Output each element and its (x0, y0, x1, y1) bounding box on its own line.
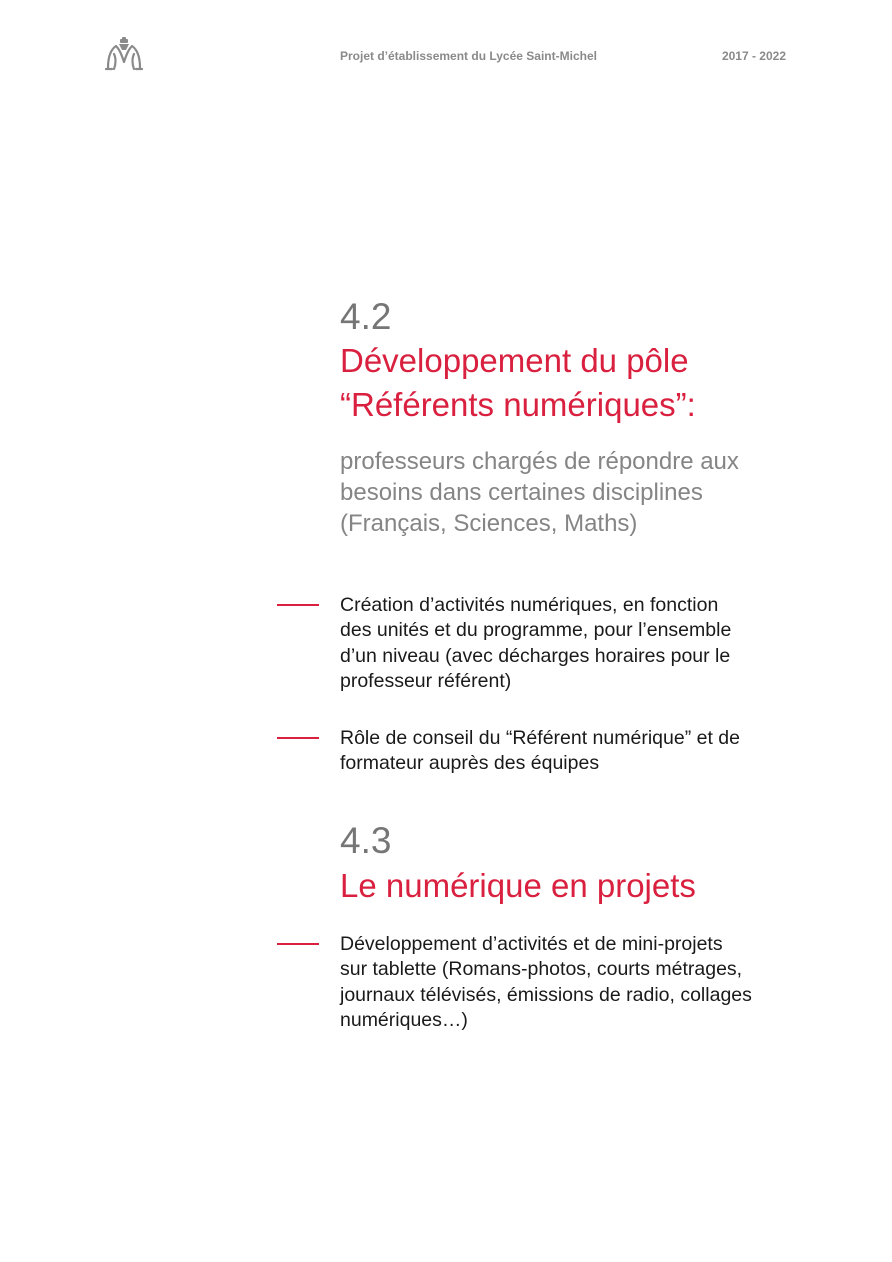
section-number: 4.2 (340, 296, 392, 337)
list-item-line: journaux télévisés, émissions de radio, collages (340, 983, 752, 1006)
school-monogram-logo (104, 36, 144, 72)
section-subtitle (340, 446, 739, 539)
list-item-line: Rôle de conseil du “Référent numérique” et de (340, 727, 740, 749)
list-item-line: sur tablette (Romans-photos, courts métrages, (340, 958, 743, 981)
list-item-line: formateur auprès des équipes (340, 752, 600, 775)
list-item (340, 593, 731, 694)
section-subtitle-line: (Français, Sciences, Maths) (340, 510, 638, 537)
section-title-line: Développement du pôle (340, 342, 689, 379)
list-bullet-dash (277, 737, 319, 739)
header-title: Projet d’établissement du Lycée Saint-Michel (340, 49, 597, 63)
list-bullet-dash (277, 604, 319, 606)
list-item (340, 726, 740, 777)
list-item-line: des unités et du programme, pour l’ensemble (340, 619, 732, 642)
list-item-line: professeur référent) (340, 669, 512, 692)
section-subtitle-line: besoins dans certaines disciplines (340, 479, 703, 506)
list-item-line: numériques…) (340, 1008, 468, 1031)
section-title (340, 339, 696, 427)
section-number: 4.3 (340, 820, 392, 861)
list-bullet-dash (277, 943, 319, 945)
list-item-line: d’un niveau (avec décharges horaires pour le (340, 644, 731, 667)
section-title-line: “Référents numériques”: (340, 386, 696, 423)
section-title (340, 864, 696, 908)
header-years: 2017 - 2022 (721, 49, 786, 63)
list-item (340, 932, 752, 1033)
list-item-line: Création d’activités numériques, en fonction (340, 594, 719, 616)
list-item-line: Développement d’activités et de mini-projets (340, 933, 723, 955)
section-title-line: Le numérique en projets (340, 867, 696, 904)
section-subtitle-line: professeurs chargés de répondre aux (340, 448, 739, 475)
